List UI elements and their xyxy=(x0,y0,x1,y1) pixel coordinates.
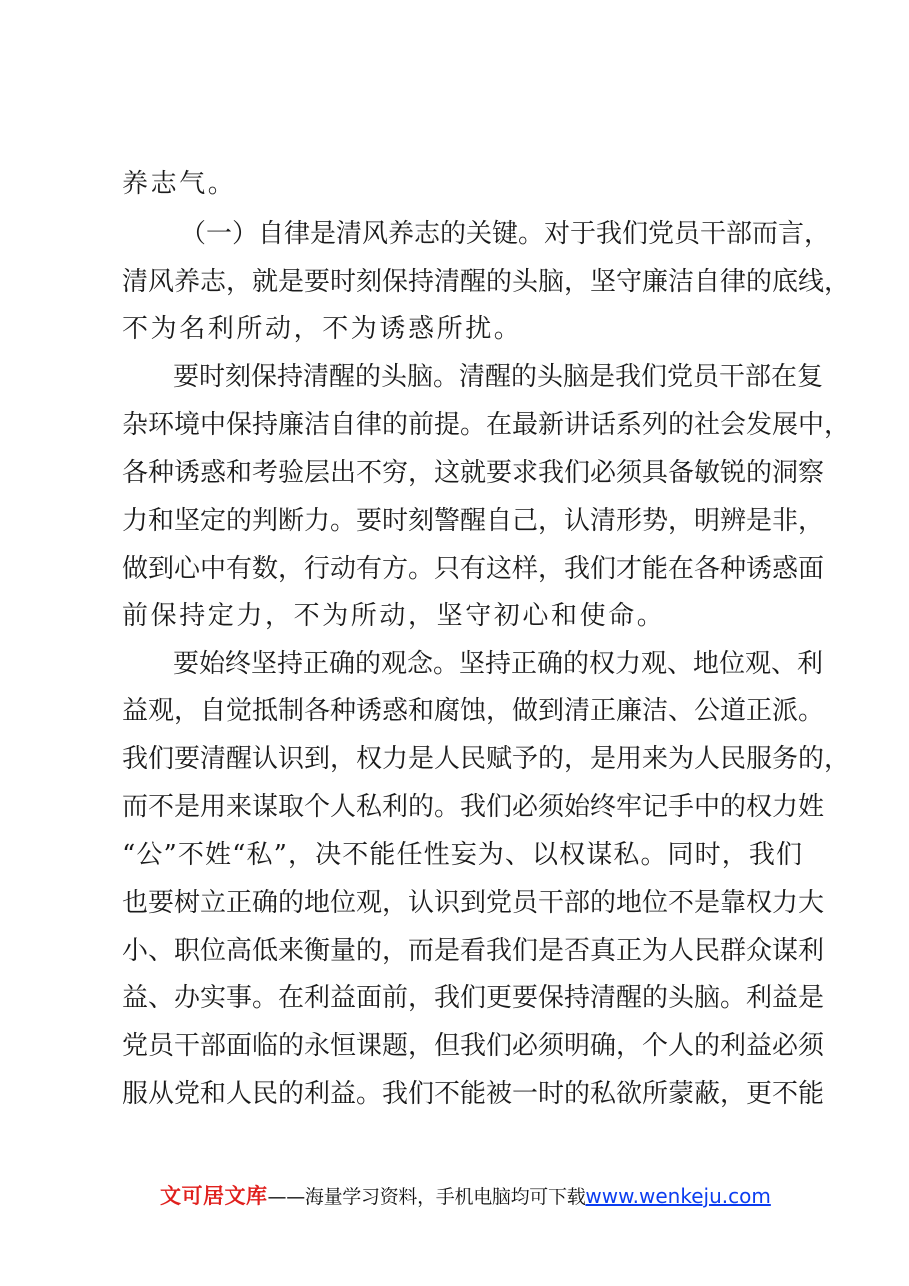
body-line-19: 党员干部面临的永恒课题，但我们必须明确，个人的利益必须 xyxy=(122,1031,825,1061)
body-line-12: 益观，自觉抵制各种诱惑和腐蚀，做到清正廉洁、公道正派。 xyxy=(122,696,825,726)
footer-banner xyxy=(160,1182,780,1211)
body-line-20: 服从党和人民的利益。我们不能被一时的私欲所蒙蔽，更不能 xyxy=(122,1079,825,1109)
body-line-7: 各种诱惑和考验层出不穷，这就要求我们必须具备敏锐的洞察 xyxy=(122,458,825,488)
body-line-5: 要时刻保持清醒的头脑。清醒的头脑是我们党员干部在复 xyxy=(173,362,824,392)
body-line-13: 我们要清醒认识到，权力是人民赋予的，是用来为人民服务的， xyxy=(122,744,851,774)
footer-slogan: ——海量学习资料，手机电脑均可下载 xyxy=(267,1186,586,1208)
body-line-6: 杂环境中保持廉洁自律的前提。在最新讲话系列的社会发展中， xyxy=(122,410,851,440)
body-line-11: 要始终坚持正确的观念。坚持正确的权力观、地位观、利 xyxy=(173,649,824,679)
footer-brand: 文可居文库 xyxy=(160,1184,268,1208)
body-line-16: 也要树立正确的地位观，认识到党员干部的地位不是靠权力大 xyxy=(122,888,825,918)
body-line-10: 前保持定力，不为所动，坚守初心和使命。 xyxy=(122,601,666,631)
body-line-14: 而不是用来谋取个人私利的。我们必须始终牢记手中的权力姓 xyxy=(122,792,825,822)
body-line-4: 不为名利所动，不为诱惑所扰。 xyxy=(122,314,523,344)
body-line-2: （一）自律是清风养志的关键。对于我们党员干部而言， xyxy=(180,219,831,249)
footer-site-link[interactable]: www.wenkeju.com xyxy=(585,1184,771,1208)
body-line-15: “公”不姓“私”，决不能任性妄为、以权谋私。同时，我们 xyxy=(122,840,802,870)
body-line-3: 清风养志，就是要时刻保持清醒的头脑，坚守廉洁自律的底线， xyxy=(122,267,851,297)
body-line-18: 益、办实事。在利益面前，我们更要保持清醒的头脑。利益是 xyxy=(122,983,825,1013)
body-line-1: 养志气。 xyxy=(122,169,237,199)
body-line-17: 小、职位高低来衡量的，而是看我们是否真正为人民群众谋利 xyxy=(122,936,825,966)
body-line-9: 做到心中有数，行动有方。只有这样，我们才能在各种诱惑面 xyxy=(122,554,825,584)
body-line-8: 力和坚定的判断力。要时刻警醒自己，认清形势，明辨是非， xyxy=(122,506,825,536)
